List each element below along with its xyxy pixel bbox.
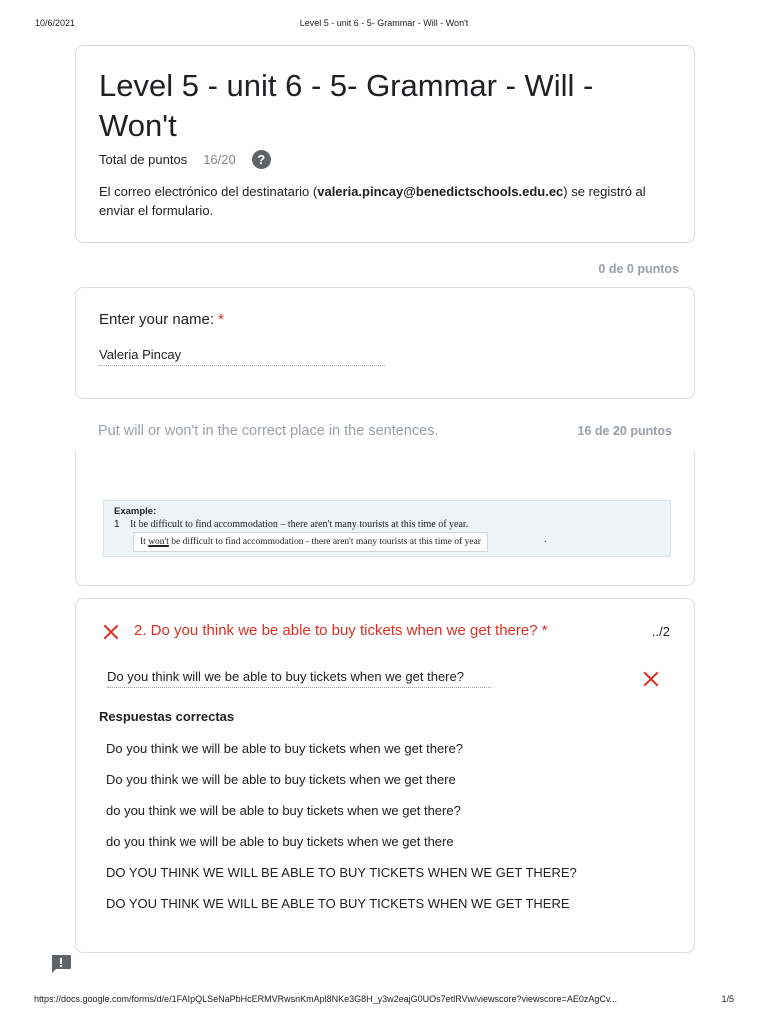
example-answer: It won't be difficult to find accommodation - there aren't many tourists at this time of year (133, 532, 488, 552)
correct-answer: DO YOU THINK WE WILL BE ABLE TO BUY TICKETS WHEN WE GET THERE? (106, 865, 577, 880)
total-score-row (99, 150, 271, 169)
example-image: Example: 1 It be difficult to find accommodation – there aren't many tourists at this time of year. It won't be difficult to find accommodation - there aren't many tourists at this time of year . (103, 500, 671, 557)
total-score-label: Total de puntos (99, 152, 188, 167)
name-question-title: Enter your name: * (99, 311, 224, 328)
print-title: Level 5 - unit 6 - 5- Grammar - Will - Won't (299, 18, 469, 28)
section2-instruction: Put will or won't in the correct place in the sentences. (98, 423, 439, 439)
correct-answer: do you think we will be able to buy tickets when we get there? (106, 803, 461, 818)
example-label: Example: (114, 506, 157, 517)
form-title: Level 5 - unit 6 - 5- Grammar - Will - Won't (99, 68, 594, 143)
help-icon[interactable]: ? (252, 150, 271, 169)
question-2-title: 2. Do you think we be able to buy tickets when we get there? * (134, 622, 548, 639)
required-marker: * (218, 311, 224, 328)
correct-answer: do you think we will be able to buy tickets when we get there (106, 834, 454, 849)
correct-answers-list (106, 741, 577, 927)
email-note: El correo electrónico del destinatario (valeria.pincay@benedictschools.edu.ec) se registró al enviar el formulario. (99, 184, 646, 218)
correct-answer: Do you think we will be able to buy tickets when we get there (106, 772, 456, 787)
correct-answers-label: Respuestas correctas (99, 709, 235, 724)
correct-answer: Do you think we will be able to buy tickets when we get there? (106, 741, 463, 756)
question-2-answer: Do you think will we be able to buy tickets when we get there? (107, 669, 491, 688)
correct-answer: DO YOU THINK WE WILL BE ABLE TO BUY TICKETS WHEN WE GET THERE (106, 896, 570, 911)
example-card (75, 452, 695, 586)
example-sentence: 1 It be difficult to find accommodation – there aren't many tourists at this time of year. (114, 519, 469, 530)
section2-points: 16 de 20 puntos (577, 424, 672, 438)
form-header-card (75, 45, 695, 243)
page-url: https://docs.google.com/forms/d/e/1FAIpQLSeNaPbHcERMVRwsnKmApl8NKe3G8H_y3w2eajG0UOs7etlRVw/viewscore?viewscore=AE0zAgCv... (34, 994, 618, 1004)
section1-points: 0 de 0 puntos (598, 262, 679, 276)
total-score-value: 16/20 (203, 152, 236, 167)
name-answer: Valeria Pincay (99, 347, 385, 366)
close-icon (643, 671, 659, 687)
page-number: 1/5 (721, 994, 734, 1004)
question-2-card (75, 598, 695, 953)
feedback-icon[interactable] (50, 954, 72, 974)
name-question-card (75, 287, 695, 399)
question-2-score: ../2 (651, 624, 670, 639)
recipient-email: valeria.pincay@benedictschools.edu.ec (317, 184, 564, 199)
print-date: 10/6/2021 (35, 18, 76, 28)
incorrect-icon (102, 623, 120, 641)
